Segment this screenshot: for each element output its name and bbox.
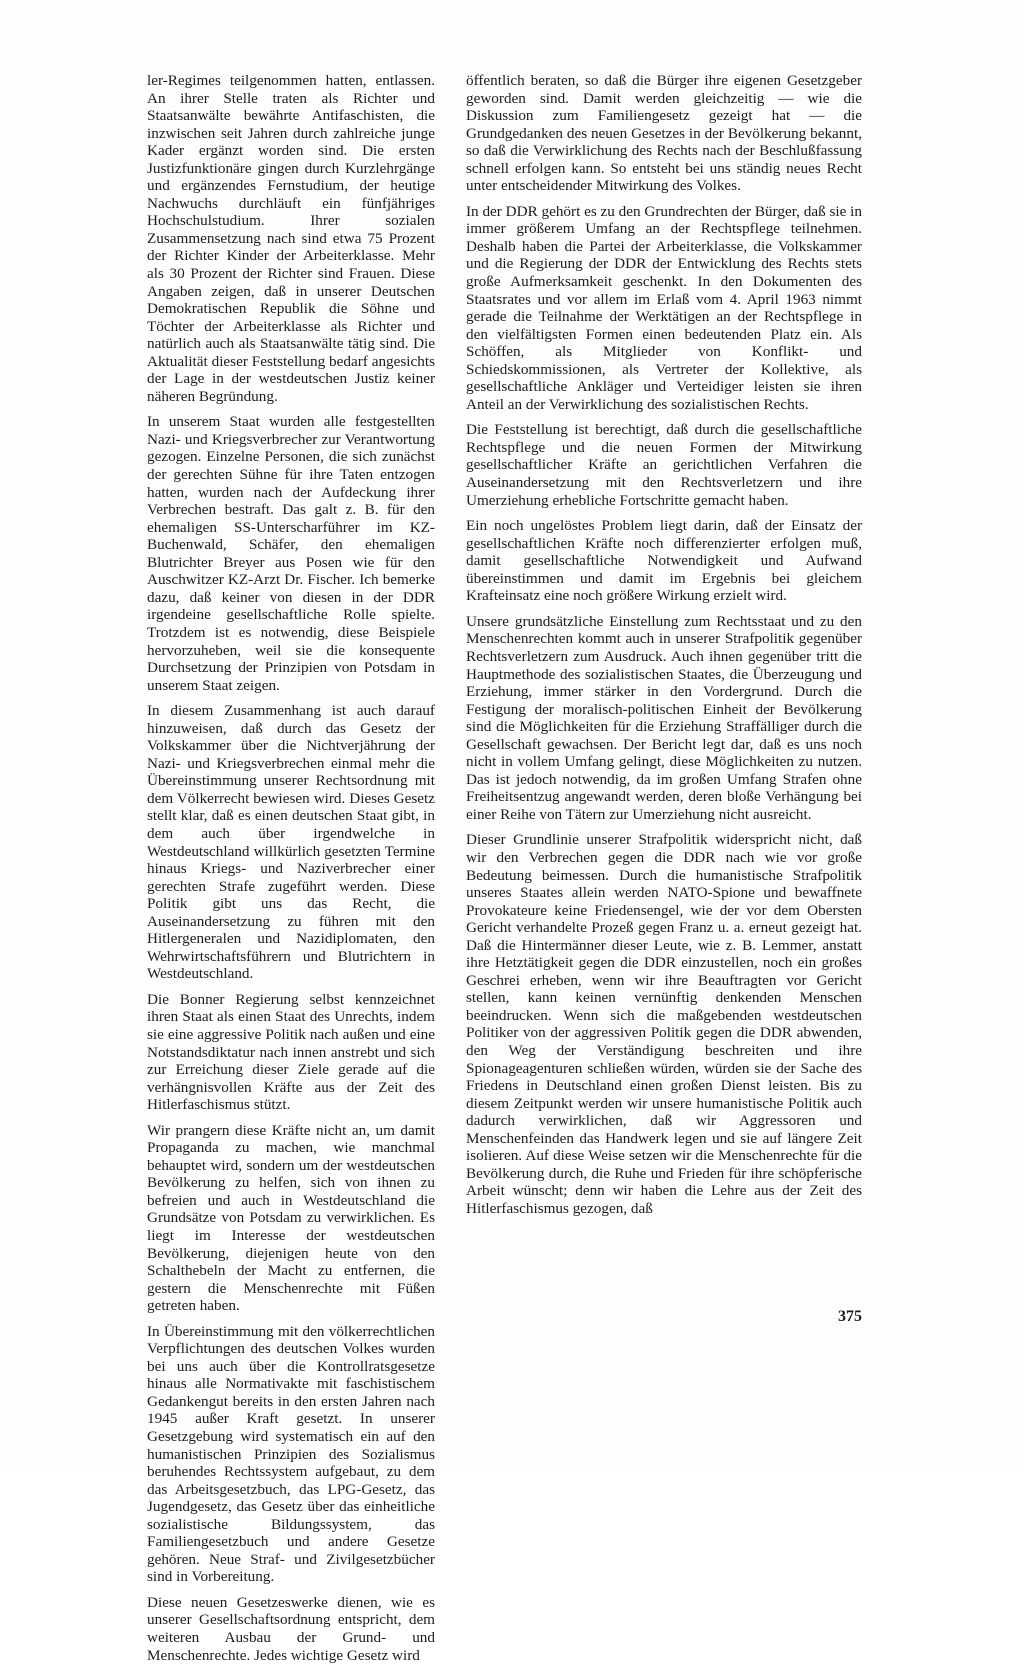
paragraph: Die Feststellung ist berechtigt, daß durch die gesellschaftliche Rechtspflege und die neuen Formen der Mitwirkung gesellschaftlicher Kräfte an gerichtlichen Verfahren die Auseinandersetzung mit den Rechtsverletzern und ihre Umerziehung erhebliche Fortschritte gemacht haben. bbox=[466, 421, 862, 509]
paragraph: In Übereinstimmung mit den völkerrechtlichen Verpflichtungen des deutschen Volkes wurden bei uns auch über die Kontrollratsgesetze hinaus alle Normativakte mit faschistischem Gedankengut bereits in den ersten Jahren nach 1945 außer Kraft gesetzt. In unserer Gesetzgebung wird systematisch ein auf den humanistischen Prinzipien des Sozialismus beruhendes Rechtssystem aufgebaut, zu dem das Arbeitsgesetzbuch, das LPG-Gesetz, das Jugendgesetz, das Gesetz über das einheitliche sozialistische Bildungssystem, das Familiengesetzbuch und andere Gesetze gehören. Neue Straf- und Zivilgesetzbücher sind in Vorbereitung. bbox=[147, 1322, 435, 1586]
right-column bbox=[466, 72, 862, 1225]
paragraph: Ein noch ungelöstes Problem liegt darin, daß der Einsatz der gesellschaftlichen Kräfte noch differenzierter erfolgen muß, damit gesellschaftliche Notwendigkeit und Aufwand übereinstimmen und damit im Ergebnis bei gleichem Krafteinsatz eine noch größere Wirkung erzielt wird. bbox=[466, 517, 862, 605]
paragraph: Wir prangern diese Kräfte nicht an, um damit Propaganda zu machen, wie manchmal behauptet wird, sondern um der westdeutschen Bevölkerung zu helfen, sich von ihnen zu befreien und auch in Westdeutschland die Grundsätze von Potsdam zu verwirklichen. Es liegt im Interesse der westdeutschen Bevölkerung, diejenigen heute von den Schalthebeln der Macht zu entfernen, die gestern die Menschenrechte mit Füßen getreten haben. bbox=[147, 1121, 435, 1315]
paragraph: In diesem Zusammenhang ist auch darauf hinzuweisen, daß durch das Gesetz der Volkskammer über die Nichtverjährung der Nazi- und Kriegsverbrechen einmal mehr die Übereinstimmung unserer Rechtsordnung mit dem Völkerrecht bewiesen wird. Dieses Gesetz stellt klar, daß es einen deutschen Staat gibt, in dem auch über irgendwelche in Westdeutschland willkürlich gesetzten Termine hinaus Kriegs- und Naziverbrecher einer gerechten Strafe zugeführt werden. Diese Politik gibt uns das Recht, die Auseinandersetzung zu führen mit den Hitlergeneralen und Nazidiplomaten, den Wehrwirtschaftsführern und Blutrichtern in Westdeutschland. bbox=[147, 702, 435, 983]
paragraph: ler-Regimes teilgenommen hatten, entlassen. An ihrer Stelle traten als Richter und Staatsanwälte bewährte Antifaschisten, die inzwischen seit Jahren durch zahlreiche junge Kader ergänzt worden sind. Die ersten Justizfunktionäre gingen durch Kurzlehrgänge und ergänzendes Fernstudium, der heutige Nachwuchs durchläuft ein fünfjähriges Hochschulstudium. Ihrer sozialen Zusammensetzung nach sind etwa 75 Prozent der Richter Kinder der Arbeiterklasse. Mehr als 30 Prozent der Richter sind Frauen. Diese Angaben zeigen, daß in unserer Deutschen Demokratischen Republik die Söhne und Töchter der Arbeiterklasse als Richter und natürlich auch als Staatsanwälte tätig sind. Die Aktualität dieser Feststellung bedarf angesichts der Lage in der westdeutschen Justiz keiner näheren Begründung. bbox=[147, 72, 435, 405]
paragraph: Diese neuen Gesetzeswerke dienen, wie es unserer Gesellschaftsordnung entspricht, dem weiteren Ausbau der Grund- und Menschenrechte. Jedes wichtige Gesetz wird bbox=[147, 1593, 435, 1664]
paragraph: In unserem Staat wurden alle festgestellten Nazi- und Kriegsverbrecher zur Verantwortung gezogen. Einzelne Personen, die sich zunächst der gerechten Sühne für ihre Taten entzogen hatten, wurden nach der Aufdeckung ihrer Verbrechen bestraft. Das galt z. B. für den ehemaligen SS-Unterscharführer im KZ-Buchenwald, Schäfer, den ehemaligen Blutrichter Breyer aus Posen wie für den Auschwitzer KZ-Arzt Dr. Fischer. Ich bemerke dazu, daß keiner von diesen in der DDR irgendeine gesellschaftliche Rolle spielte. Trotzdem ist es notwendig, diese Beispiele hervorzuheben, weil sie die konsequente Durchsetzung der Prinzipien von Potsdam in unserem Staat zeigen. bbox=[147, 413, 435, 694]
page-number: 375 bbox=[838, 1308, 862, 1325]
paragraph: Dieser Grundlinie unserer Strafpolitik widerspricht nicht, daß wir den Verbrechen gegen die DDR nach wie vor große Bedeutung beimessen. Durch die humanistische Strafpolitik unseres Staates allein werden NATO-Spione und bewaffnete Provokateure keine Friedensengel, wie der vor dem Obersten Gericht verhandelte Prozeß gegen Franz u. a. erneut gezeigt hat. Daß die Hintermänner dieser Leute, wie z. B. Lemmer, anstatt ihre Hetztätigkeit gegen die DDR einzustellen, noch ein großes Geschrei erheben, wenn wir ihre Beauftragten vor Gericht stellen, kann keinen vernünftig denkenden Menschen beeindrucken. Wenn sich die maßgebenden westdeutschen Politiker von der aggressiven Politik gegen die DDR abwenden, den Weg der Verständigung beschreiten und ihre Spionageagenturen schließen würden, würden sie der Sache des Friedens in Deutschland einen großen Dienst leisten. Bis zu diesem Zeitpunkt werden wir unsere humanistische Politik auch dadurch verwirklichen, daß wir Aggressoren und Menschenfeinden das Handwerk legen und sie auf längere Zeit isolieren. Auf diese Weise setzen wir die Menschenrechte für die Bevölkerung durch, die Ruhe und Frieden für ihre schöpferische Arbeit wünscht; denn wir haben die Lehre aus der Zeit des Hitlerfaschismus gezogen, daß bbox=[466, 831, 862, 1217]
paragraph: In der DDR gehört es zu den Grundrechten der Bürger, daß sie in immer größerem Umfang an der Rechtspflege teilnehmen. Deshalb haben die Partei der Arbeiterklasse, die Volkskammer und die Regierung der DDR der Entwicklung des Rechts stets große Aufmerksamkeit geschenkt. In den Dokumenten des Staatsrates und vor allem im Erlaß vom 4. April 1963 nimmt gerade die Teilnahme der Werktätigen an der Rechtspflege in den vielfältigsten Formen einen bedeutenden Platz ein. Als Schöffen, als Mitglieder von Konflikt- und Schiedskommissionen, als Vertreter der Kollektive, als gesellschaftliche Ankläger und Verteidiger leisten sie ihren Anteil an der Verwirklichung des sozialistischen Rechts. bbox=[466, 202, 862, 413]
paragraph: Unsere grundsätzliche Einstellung zum Rechtsstaat und zu den Menschenrechten kommt auch in unserer Strafpolitik gegenüber Rechtsverletzern zum Ausdruck. Auch ihnen gegenüber tritt die Hauptmethode des sozialistischen Staates, die Überzeugung und Erziehung, immer stärker in den Vordergrund. Durch die Festigung der moralisch-politischen Einheit der Bevölkerung sind die Möglichkeiten für die Erziehung Straffälliger durch die Gesellschaft gewachsen. Der Bericht legt dar, daß es uns noch nicht in vollem Umfang gelingt, diese Möglichkeiten zu nutzen. Das ist jedoch notwendig, da im großen Umfang Strafen ohne Freiheitsentzug angewandt werden, deren bloße Verhängung bei einer Reihe von Tätern zur Umerziehung nicht ausreicht. bbox=[466, 612, 862, 823]
paragraph: öffentlich beraten, so daß die Bürger ihre eigenen Gesetzgeber geworden sind. Damit werden gleichzeitig — wie die Diskussion zum Familiengesetz gezeigt hat — die Grundgedanken des neuen Gesetzes in der Bevölkerung bekannt, so daß die Verwirklichung des Rechts nach der Beschlußfassung schnell erfolgen kann. So entsteht bei uns ständig neues Recht unter entscheidender Mitwirkung des Volkes. bbox=[466, 72, 862, 195]
paragraph: Die Bonner Regierung selbst kennzeichnet ihren Staat als einen Staat des Unrechts, indem sie eine aggressive Politik nach außen und eine Notstandsdiktatur nach innen anstrebt und sich zur Erreichung dieser Ziele gerade auf die verhängnisvollen Kräfte aus der Zeit des Hitlerfaschismus stützt. bbox=[147, 990, 435, 1114]
left-column bbox=[147, 72, 435, 1672]
